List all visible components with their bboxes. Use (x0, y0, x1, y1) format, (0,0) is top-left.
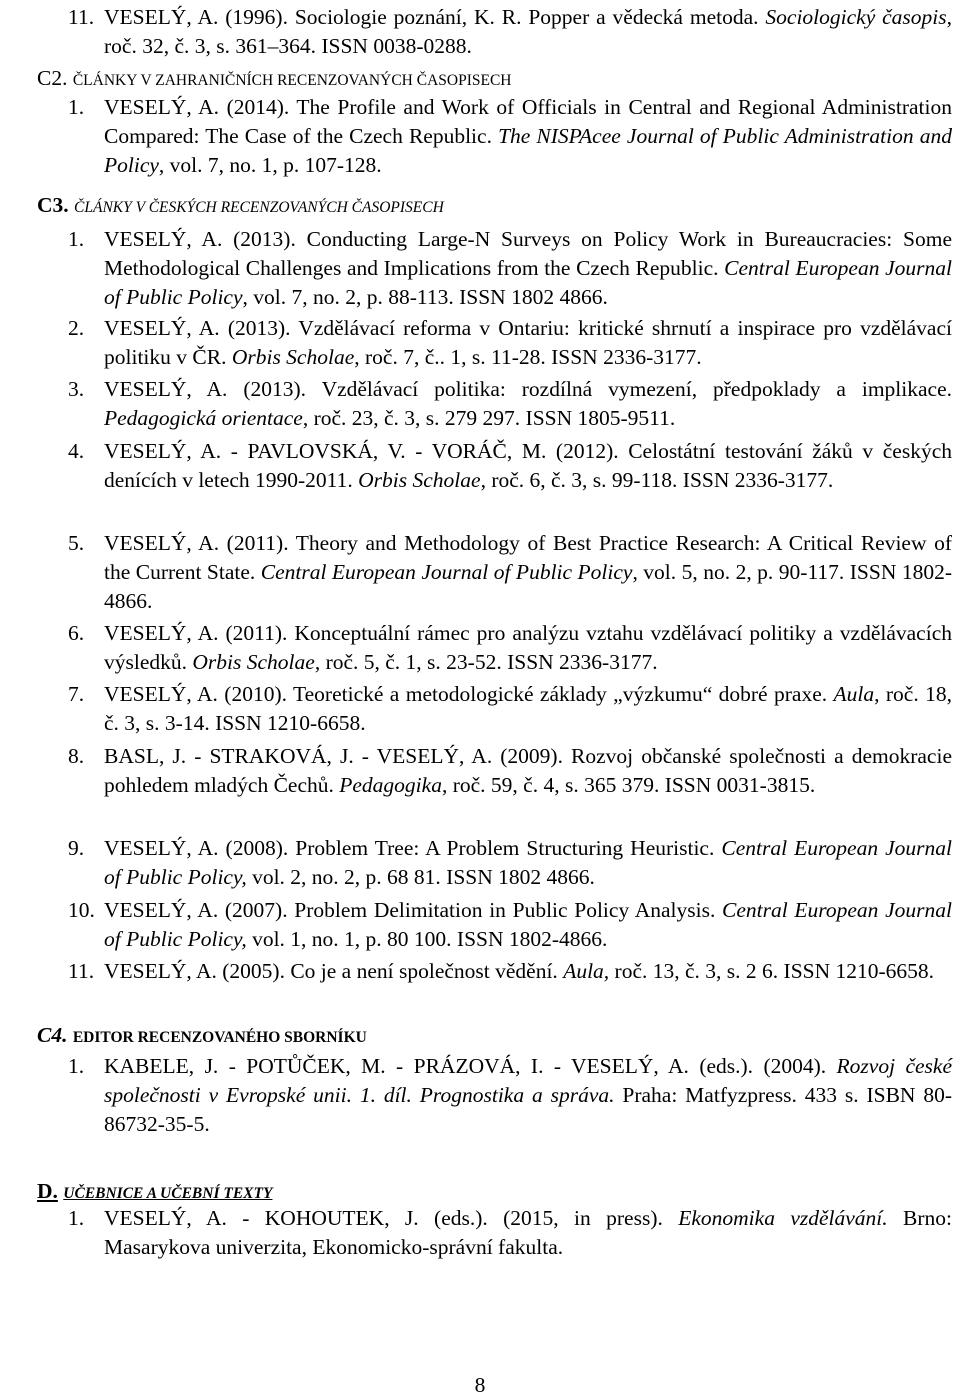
entry-text: VESELÝ, A. - PAVLOVSKÁ, V. - VORÁČ, M. (2012). Celostátní testování žáků v českých denících v letech 1990-2011. (104, 439, 952, 492)
entry-text: VESELÝ, A. (2013). Vzdělávací reforma v Ontariu: kritické shrnutí a inspirace pro vzdělávací politiku v ČR. (104, 316, 952, 369)
publication-entry (68, 437, 952, 495)
entry-number: 1. (68, 95, 85, 119)
entry-number: 11. (68, 5, 95, 29)
section-label: C2. (37, 66, 68, 90)
entry-journal: Central European Journal of Public Policy, (104, 898, 952, 951)
publication-entry (68, 896, 952, 954)
publication-entry (68, 957, 952, 986)
entry-tail: , roč. 7, č.. 1, s. 11-28. ISSN 2336-3177. (354, 345, 702, 369)
publication-entry (68, 1204, 952, 1262)
entry-journal: Orbis Scholae (231, 345, 355, 369)
entry-number: 5. (68, 531, 85, 555)
entry-tail: , vol. 7, no. 1, p. 107-128. (158, 153, 382, 177)
entry-tail: roč. 13, č. 3, s. 2 6. ISSN 1210-6658. (609, 959, 935, 983)
publication-entry (68, 314, 952, 372)
entry-text: KABELE, J. - POTŮČEK, M. - PRÁZOVÁ, I. - VESELÝ, A. (eds.). (2004). (104, 1054, 837, 1078)
entry-journal: Orbis Scholae (358, 468, 481, 492)
entry-journal: Pedagogická orientace (104, 406, 303, 430)
section-title: ČLÁNKY V ČESKÝCH RECENZOVANÝCH ČASOPISECH (74, 199, 444, 216)
entry-journal: Ekonomika vzdělávání. (678, 1206, 888, 1230)
entry-journal: Central European Journal of Public Policy, (104, 836, 952, 889)
entry-number: 11. (68, 959, 95, 983)
entry-number: 4. (68, 439, 85, 463)
entry-journal: Sociologický časopis (765, 5, 947, 29)
entry-journal: The NISPAcee Journal of Public Administration and Policy (104, 124, 952, 177)
publication-entry (68, 834, 952, 892)
entry-journal: Rozvoj české společnosti v Evropské unii. 1. díl. Prognostika a správa. (104, 1054, 952, 1107)
section-title: UČEBNICE A UČEBNÍ TEXTY (63, 1185, 273, 1202)
entry-number: 1. (68, 1054, 85, 1078)
entry-number: 7. (68, 682, 85, 706)
entry-tail: Brno: Masarykova univerzita, Ekonomicko-správní fakulta. (104, 1206, 952, 1259)
entry-tail: , vol. 5, no. 2, p. 90-117. ISSN 1802-4866. (104, 560, 952, 613)
section-heading-c4 (37, 1021, 367, 1052)
publication-entry (68, 375, 952, 433)
entry-tail: , roč. 6, č. 3, s. 99-118. ISSN 2336-3177. (480, 468, 834, 492)
section-heading-c3 (37, 191, 444, 222)
entry-text: VESELÝ, A. (2013). Conducting Large-N Surveys on Policy Work in Bureaucracies: Some Methodological Challenges and Implications from the Czech Republic. (104, 227, 952, 280)
entry-number: 10. (68, 898, 95, 922)
entry-text: VESELÝ, A. (1996). Sociologie poznání, K. R. Popper a vědecká metoda. (104, 5, 759, 29)
entry-tail: , roč. 5, č. 1, s. 23-52. ISSN 2336-3177. (314, 650, 658, 674)
entry-tail: , vol. 7, no. 2, p. 88-113. ISSN 1802 4866. (242, 285, 608, 309)
entry-number: 2. (68, 316, 85, 340)
entry-tail: Praha: Matfyzpress. 433 s. ISBN 80-86732-35-5. (104, 1083, 952, 1136)
publication-entry (68, 680, 952, 738)
entry-number: 1. (68, 1206, 85, 1230)
section-title: ČLÁNKY V ZAHRANIČNÍCH RECENZOVANÝCH ČASOPISECH (72, 72, 512, 89)
entry-journal: Aula (833, 682, 875, 706)
entry-tail: vol. 2, no. 2, p. 68 81. ISSN 1802 4866. (246, 865, 595, 889)
entry-text: VESELÝ, A. (2007). Problem Delimitation in Public Policy Analysis. (104, 898, 723, 922)
entry-tail: , roč. 32, č. 3, s. 361–364. ISSN 0038-0288. (104, 5, 953, 58)
entry-text: VESELÝ, A. (2011). Konceptuální rámec pro analýzu vztahu vzdělávací politiky a vzdělávacích výsledků. (104, 621, 952, 674)
entry-journal: Central European Journal of Public Policy (104, 256, 953, 309)
entry-journal: Orbis Scholae (192, 650, 315, 674)
publication-entry (68, 619, 952, 677)
entry-text: VESELÝ, A. (2014). The Profile and Work of Officials in Central and Regional Administration Compared: The Case of the Czech Republic. (104, 95, 952, 148)
entry-text: VESELÝ, A. (2013). Vzdělávací politika: rozdílná vymezení, předpoklady a implikace. (104, 377, 952, 401)
entry-tail: , roč. 18, č. 3, s. 3-14. ISSN 1210-6658. (104, 682, 952, 735)
entry-number: 9. (68, 836, 85, 860)
entry-text: VESELÝ, A. (2005). Co je a není společnost vědění. (104, 959, 564, 983)
entry-number: 8. (68, 744, 85, 768)
entry-text: VESELÝ, A. (2008). Problem Tree: A Problem Structuring Heuristic. (104, 836, 722, 860)
publication-entry (68, 529, 952, 616)
entry-number: 6. (68, 621, 85, 645)
entry-journal: Aula, (563, 959, 610, 983)
section-label: D. (37, 1179, 58, 1203)
publication-entry (68, 225, 953, 312)
publication-entry (68, 3, 953, 61)
publication-entry (68, 742, 952, 800)
section-heading-c2 (37, 64, 511, 95)
entry-text: VESELÝ, A. - KOHOUTEK, J. (eds.). (2015, in press). (104, 1206, 679, 1230)
entry-tail: vol. 1, no. 1, p. 80 100. ISSN 1802-4866. (246, 927, 608, 951)
page-number: 8 (474, 1373, 486, 1397)
entry-text: VESELÝ, A. (2011). Theory and Methodology of Best Practice Research: A Critical Review of the Current State. (104, 531, 952, 584)
section-title: EDITOR RECENZOVANÉHO SBORNÍKU (72, 1029, 367, 1046)
entry-journal: Pedagogika (339, 773, 442, 797)
entry-number: 3. (68, 377, 85, 401)
entry-tail: , roč. 59, č. 4, s. 365 379. ISSN 0031-3815. (441, 773, 816, 797)
publication-entry (68, 93, 952, 180)
entry-number: 1. (68, 227, 85, 251)
entry-tail: , roč. 23, č. 3, s. 279 297. ISSN 1805-9511. (302, 406, 676, 430)
entry-text: BASL, J. - STRAKOVÁ, J. - VESELÝ, A. (2009). Rozvoj občanské společnosti a demokracie pohledem mladých Čechů. (104, 744, 952, 797)
entry-journal: Central European Journal of Public Policy (260, 560, 633, 584)
section-label: C3. (37, 193, 69, 217)
section-label: C4. (37, 1023, 68, 1047)
entry-text: VESELÝ, A. (2010). Teoretické a metodologické základy „výzkumu“ dobré praxe. (104, 682, 834, 706)
publication-entry (68, 1052, 952, 1139)
